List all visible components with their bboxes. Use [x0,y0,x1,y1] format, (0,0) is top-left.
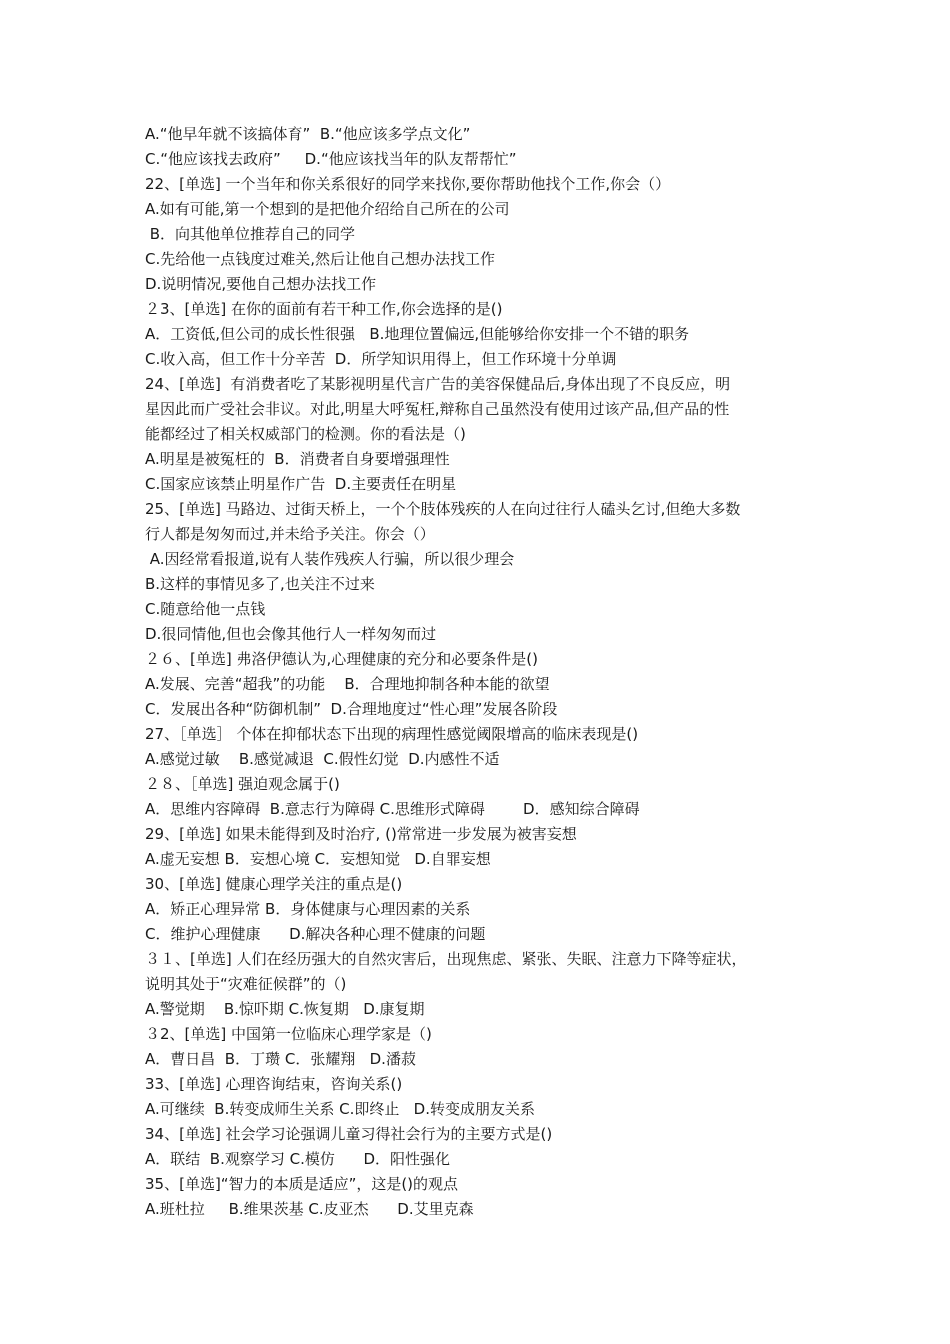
text-line: 33、[单选] 心理咨询结束，咨询关系() [145,1075,403,1093]
text-line: B．向其他单位推荐自己的同学 [145,225,356,243]
text-line: 30、[单选] 健康心理学关注的重点是() [145,875,403,893]
text-line: A.虚无妄想 B．妄想心境 C．妄想知觉 D.自罪妄想 [145,850,491,868]
text-line: A.班杜拉 B.维果茨基 C.皮亚杰 D.艾里克森 [145,1200,474,1218]
text-line: 能都经过了相关权威部门的检测。你的看法是（) [145,425,466,443]
text-line: 星因此而广受社会非议。对此,明星大呼冤枉,辩称自己虽然没有使用过该产品,但产品的性 [145,400,730,418]
text-line: 27、［单选］ 个体在抑郁状态下出现的病理性感觉阈限增高的临床表现是() [145,725,639,743]
text-line: A.警觉期 B.惊吓期 C.恢复期 D.康复期 [145,1000,425,1018]
text-line: 29、[单选] 如果未能得到及时治疗, ()常常进一步发展为被害妄想 [145,825,577,843]
text-line: A.因经常看报道,说有人装作残疾人行骗，所以很少理会 [145,550,515,568]
question-text-block [145,122,815,1222]
text-line: A．工资低,但公司的成长性很强 B.地理位置偏远,但能够给你安排一个不错的职务 [145,325,690,343]
text-line: 24、[单选] 有消费者吃了某影视明星代言广告的美容保健品后,身体出现了不良反应，明 [145,375,731,393]
text-line: D.说明情况,要他自己想办法找工作 [145,275,377,293]
text-line: 行人都是匆匆而过,并未给予关注。你会（） [145,525,435,543]
text-line: A.发展、完善“超我”的功能 B．合理地抑制各种本能的欲望 [145,675,550,693]
text-line: A．曹日昌 B．丁瓒 C．张耀翔 D.潘菽 [145,1050,416,1068]
text-line: C.先给他一点钱度过难关,然后让他自己想办法找工作 [145,250,496,268]
text-line: 22、[单选] 一个当年和你关系很好的同学来找你,要你帮助他找个工作,你会（） [145,175,671,193]
text-line: ３１、[单选] 人们在经历强大的自然灾害后，出现焦虑、紧张、失眠、注意力下降等症状， [145,950,747,968]
text-line: A.如有可能,第一个想到的是把他介绍给自己所在的公司 [145,200,510,218]
text-line: A.明星是被冤枉的 B．消费者自身要增强理性 [145,450,450,468]
text-line: ３2、[单选] 中国第一位临床心理学家是（) [145,1025,432,1043]
text-line: 说明其处于“灾难征候群”的（) [145,975,347,993]
text-line: 35、[单选]“智力的本质是适应”，这是()的观点 [145,1175,459,1193]
text-line: ２3、[单选] 在你的面前有若干种工作,你会选择的是() [145,300,503,318]
text-line: 34、[单选] 社会学习论强调儿童习得社会行为的主要方式是() [145,1125,553,1143]
text-line: A．联结 B.观察学习 C.模仿 D．阳性强化 [145,1150,451,1168]
text-line: C.国家应该禁止明星作广告 D.主要责任在明星 [145,475,457,493]
text-line: C.“他应该找去政府” D.“他应该找当年的队友帮帮忙” [145,150,517,168]
text-line: C.随意给他一点钱 [145,600,266,618]
text-line: C.收入高，但工作十分辛苦 D．所学知识用得上，但工作环境十分单调 [145,350,617,368]
text-line: 25、[单选] 马路边、过街天桥上，一个个肢体残疾的人在向过往行人磕头乞讨,但绝大多数 [145,500,741,518]
text-line: ２６、[单选] 弗洛伊德认为,心理健康的充分和必要条件是() [145,650,538,668]
text-line: C．发展出各种“防御机制” D.合理地度过“性心理”发展各阶段 [145,700,558,718]
text-line: A．思维内容障碍 B.意志行为障碍 C.思维形式障碍 D．感知综合障碍 [145,800,640,818]
text-line: B.这样的事情见多了,也关注不过来 [145,575,375,593]
text-line: A.“他早年就不该搞体育” B.“他应该多学点文化” [145,125,471,143]
text-line: D.很同情他,但也会像其他行人一样匆匆而过 [145,625,437,643]
text-line: A．矫正心理异常 B．身体健康与心理因素的关系 [145,900,471,918]
text-line: A.感觉过敏 B.感觉减退 C.假性幻觉 D.内感性不适 [145,750,500,768]
text-line: C．维护心理健康 D.解决各种心理不健康的问题 [145,925,486,943]
text-line: ２８、［单选] 强迫观念属于() [145,775,340,793]
text-line: A.可继续 B.转变成师生关系 C.即终止 D.转变成朋友关系 [145,1100,535,1118]
